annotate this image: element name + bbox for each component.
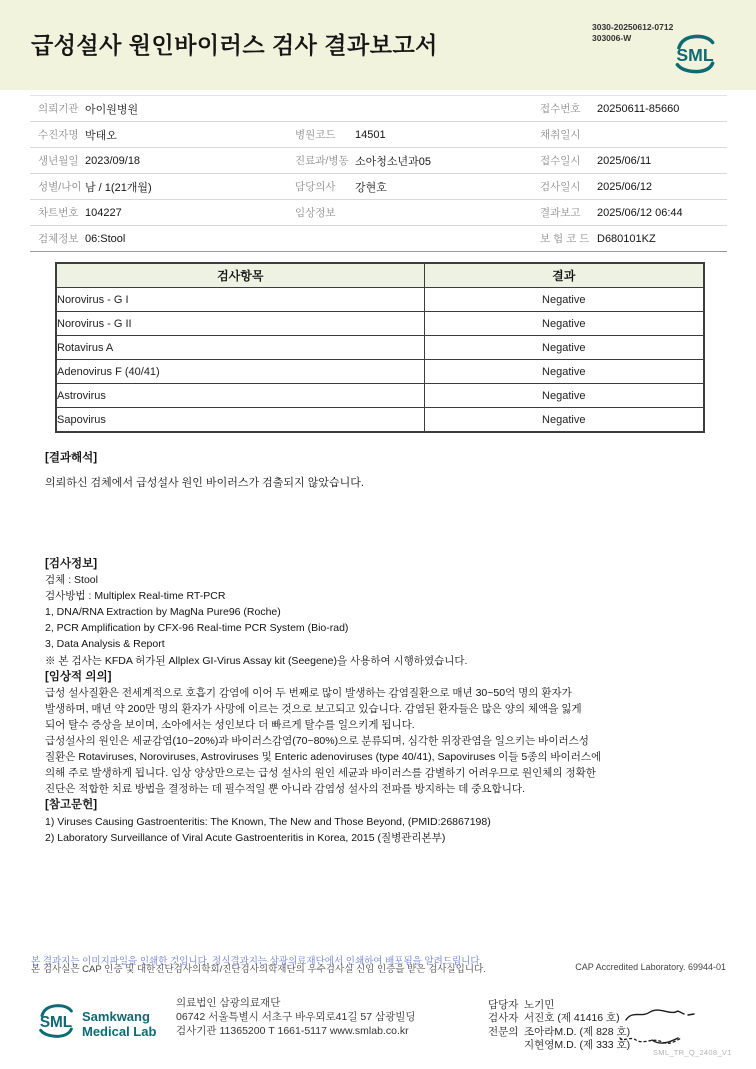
footer-brand	[36, 1002, 156, 1045]
staff-block	[488, 999, 630, 1053]
field-value: 2025/06/12	[597, 180, 653, 193]
results-header-result: 결과	[424, 263, 704, 288]
field-label: 진료과/병동	[295, 155, 349, 167]
field-label: 차트번호	[38, 207, 79, 219]
table-row	[56, 384, 704, 408]
field-value: 강현호	[355, 181, 387, 194]
field-label: 보 험 코 드	[540, 233, 590, 245]
field-label: 접수번호	[540, 103, 581, 115]
field-value: 2023/09/18	[85, 154, 141, 167]
accreditation-notice: 본 검사실은 CAP 인증 및 대한진단검사의학회/진단검사의학재단의 우수검사실 신임 인증을 받은 검사실입니다.	[31, 964, 486, 975]
field-label: 검사일시	[540, 181, 581, 193]
field-label: 수진자명	[38, 129, 79, 141]
table-row	[56, 288, 704, 312]
test-item: Norovirus - G II	[56, 312, 424, 336]
field-label: 채취일시	[540, 129, 581, 141]
text-line: 급성 설사질환은 전세계적으로 호흡기 감염에 이어 두 번째로 많이 발생하는 감염질환으로 매년 30~50억 명의 환자가	[45, 686, 572, 699]
interpretation-heading: [결과해석]	[45, 452, 98, 464]
results-header-row	[56, 263, 704, 288]
staff-line: 검사자 서진호 (제 41416 호)	[488, 1012, 620, 1025]
field-label: 검체정보	[38, 233, 79, 245]
test-result: Negative	[424, 408, 704, 433]
test-info-heading: [검사정보]	[45, 558, 98, 570]
table-row	[56, 408, 704, 433]
field-value: 2025/06/12 06:44	[597, 206, 683, 219]
document-codes	[592, 22, 673, 44]
text-line: 질환은 Rotaviruses, Noroviruses, Astroviruses 및 Enteric adenoviruses (type 40/41), Sapoviruses 이들 5종의 바이러스에	[45, 751, 602, 764]
table-row	[56, 336, 704, 360]
text-line: 발생하며, 매년 약 200만 명의 환자가 사망에 이르는 것으로 보고되고 있습니다. 감염된 환자들은 많은 양의 체액을 잃게	[45, 702, 582, 715]
table-row	[56, 360, 704, 384]
staff-line	[488, 1039, 630, 1052]
text-line: 2, PCR Amplification by CFX-96 Real-time PCR System (Bio-rad)	[45, 622, 349, 635]
field-value: 아이원병원	[85, 103, 139, 116]
patient-info-grid	[30, 95, 727, 252]
table-row	[56, 312, 704, 336]
field-value: 20250611-85660	[597, 102, 680, 115]
field-value: 104227	[85, 206, 122, 219]
text-line: 진단은 적합한 치료 방법을 결정하는 데 필수적일 뿐 아니라 감염성 설사의 전파를 방지하는 데 중요합니다.	[45, 783, 525, 796]
staff-name: 노기민	[524, 999, 555, 1011]
results-table	[55, 262, 705, 433]
sml-logo	[672, 33, 718, 80]
info-row	[30, 96, 727, 122]
test-item: Sapovirus	[56, 408, 424, 433]
results-header-test-item: 검사항목	[56, 263, 424, 288]
brand-name: Samkwang Medical Lab	[82, 1008, 157, 1039]
text-line: 2) Laboratory Surveillance of Viral Acute Gastroenteritis in Korea, 2015 (질병관리본부)	[45, 831, 446, 844]
text-line: 3, Data Analysis & Report	[45, 638, 165, 651]
info-row	[30, 174, 727, 200]
lab-contact: 검사기관 11365200 T 1661-5117 www.smlab.co.kr	[176, 1024, 409, 1037]
cap-accreditation: CAP Accredited Laboratory. 69944-01	[575, 962, 726, 972]
field-label: 생년월일	[38, 155, 79, 167]
test-result: Negative	[424, 384, 704, 408]
field-label: 성별/나이	[38, 181, 82, 193]
info-row	[30, 122, 727, 148]
field-label: 접수일시	[540, 155, 581, 167]
interpretation-section	[45, 449, 364, 490]
field-value: 박태오	[85, 129, 117, 142]
text-line: 1, DNA/RNA Extraction by MagNa Pure96 (Roche)	[45, 606, 281, 619]
staff-name: 지현영M.D. (제 333 호)	[524, 1039, 631, 1052]
lab-org-name: 의료법인 삼광의료재단	[176, 997, 281, 1009]
report-text-block	[45, 556, 750, 846]
text-line: 1) Viruses Causing Gastroenteritis: The Known, The New and Those Beyond, (PMID:26867198)	[45, 815, 491, 828]
image-print-notice: 본 결과지는 이미지파일을 인쇄한 것입니다. 정식결과지는 삼광의료재단에서 인쇄하여 배포됨을 알려드립니다.	[31, 956, 483, 967]
test-result: Negative	[424, 360, 704, 384]
form-version-code: SML_TR_Q_2408_V1	[653, 1048, 732, 1057]
lab-address-block	[176, 997, 416, 1038]
text-line: ※ 본 검사는 KFDA 허가된 Allplex GI-Virus Assay kit (Seegene)을 사용하여 시행하였습니다.	[45, 654, 468, 667]
test-result: Negative	[424, 312, 704, 336]
text-line: 검사방법 : Multiplex Real-time RT-PCR	[45, 590, 226, 603]
field-value: 14501	[355, 128, 386, 141]
svg-text:SML: SML	[39, 1014, 73, 1031]
info-row	[30, 148, 727, 174]
test-item: Norovirus - G I	[56, 288, 424, 312]
report-title: 급성설사 원인바이러스 검사 결과보고서	[31, 32, 438, 58]
staff-line: 담당자 노기민	[488, 999, 555, 1011]
text-line: 급성설사의 원인은 세균감염(10~20%)과 바이러스감염(70~80%)으로 분류되며, 심각한 위장관염을 일으키는 바이러스성	[45, 735, 589, 748]
staff-name: 조아라M.D. (제 828 호)	[524, 1025, 631, 1038]
test-result: Negative	[424, 336, 704, 360]
field-value: 남 / 1(21개월)	[85, 181, 152, 194]
field-value: 2025/06/11	[597, 154, 652, 167]
document-code-1: 3030-20250612-0712	[592, 22, 674, 32]
field-label: 임상정보	[295, 207, 336, 219]
header-band	[0, 0, 756, 90]
sml-logo-text: SML	[676, 44, 714, 65]
staff-name: 서진호 (제 41416 호)	[524, 1012, 620, 1025]
field-label: 결과보고	[540, 207, 581, 219]
clinical-heading: [임상적 의의]	[45, 670, 112, 683]
lab-address: 06742 서울특별시 서초구 바우뫼로41길 57 삼광빌딩	[176, 1010, 416, 1023]
info-row	[30, 200, 727, 226]
interpretation-body: 의뢰하신 검체에서 급성설사 원인 바이러스가 검출되지 않았습니다.	[45, 477, 364, 489]
field-label: 의뢰기관	[38, 103, 79, 115]
test-item: Astrovirus	[56, 384, 424, 408]
sml-logo-small	[36, 1002, 76, 1045]
test-item: Adenovirus F (40/41)	[56, 360, 424, 384]
staff-line: 전문의 조아라M.D. (제 828 호)	[488, 1025, 631, 1038]
test-item: Rotavirus A	[56, 336, 424, 360]
field-label: 담당의사	[295, 181, 336, 193]
field-label: 병원코드	[295, 129, 336, 141]
text-line: 되어 탈수 증상을 보이며, 소아에서는 성인보다 더 빠르게 탈수를 일으키게 됩니다.	[45, 718, 415, 731]
field-value: D680101KZ	[597, 232, 656, 245]
field-value: 06:Stool	[85, 232, 126, 245]
info-row	[30, 226, 727, 252]
references-heading: [참고문헌]	[45, 799, 98, 812]
field-value: 소아청소년과05	[355, 155, 431, 168]
text-line: 의해 주로 발생하게 됩니다. 임상 양상만으로는 급성 설사의 원인 세균과 바이러스를 감별하기 어려우므로 원인체의 정확한	[45, 767, 596, 780]
document-code-2: 303006-W	[592, 33, 632, 44]
test-result: Negative	[424, 288, 704, 312]
text-line: 검체 : Stool	[45, 574, 98, 587]
